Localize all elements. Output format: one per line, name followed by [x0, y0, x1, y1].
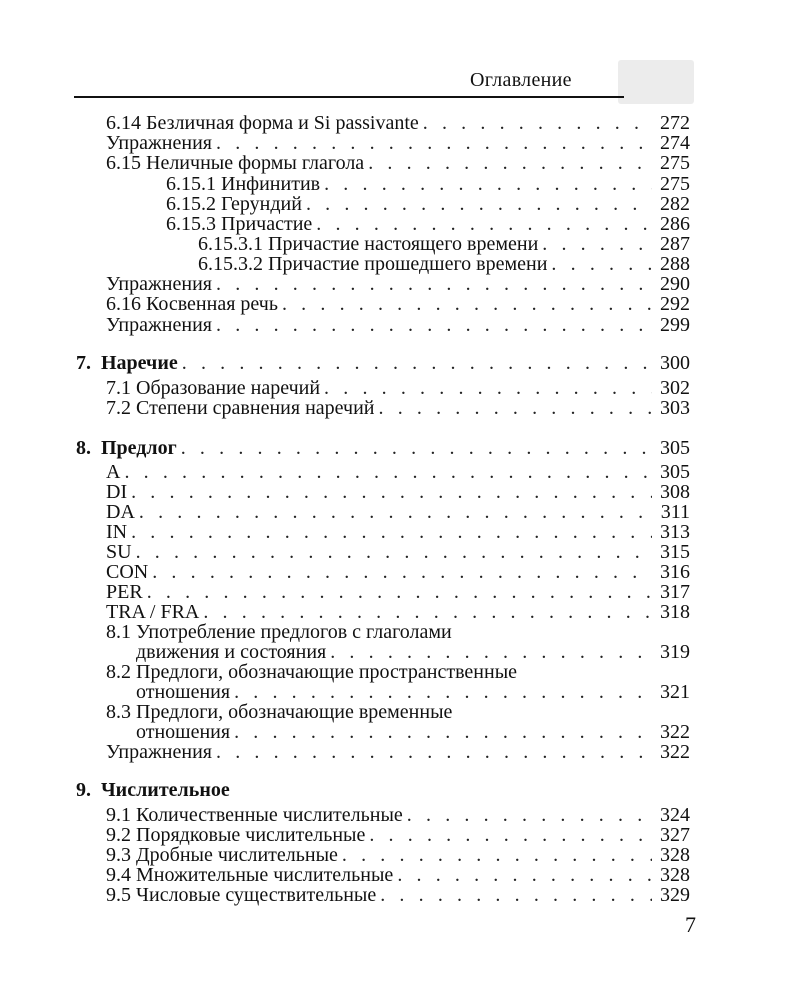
toc-entry — [106, 844, 690, 866]
toc-entry-page: 272 — [660, 112, 690, 134]
toc-entry-page: 299 — [660, 314, 690, 336]
toc-entry-label: 9.1 Количественные числительные — [106, 804, 403, 826]
toc-entry-page: 302 — [660, 377, 690, 399]
toc-entry-label: IN — [106, 521, 128, 543]
toc-entry — [106, 397, 690, 419]
toc-entry — [136, 721, 690, 743]
toc-entry-page: 319 — [660, 641, 690, 663]
toc-entry-page: 288 — [660, 253, 690, 275]
dot-leader — [152, 561, 652, 583]
toc-entry-page: 316 — [660, 561, 690, 583]
toc-entry-page: 318 — [660, 601, 690, 623]
toc-entry — [166, 173, 690, 195]
toc-entry-label: 6.14 Безличная форма и Si passivante — [106, 112, 419, 134]
toc-entry-page: 305 — [660, 461, 690, 483]
toc-entry-page: 290 — [660, 273, 690, 295]
toc-entry-label: 9.2 Порядковые числительные — [106, 824, 366, 846]
toc-entry — [106, 501, 690, 523]
dot-leader — [380, 884, 652, 906]
toc-entry-page: 322 — [660, 721, 690, 743]
toc-entry-page: 287 — [660, 233, 690, 255]
toc-entry-page: 305 — [660, 437, 690, 459]
dot-leader — [368, 152, 652, 174]
toc-entry — [166, 213, 690, 235]
dot-leader — [203, 601, 652, 623]
toc-entry-page: 303 — [660, 397, 690, 419]
toc-entry-page: 308 — [660, 481, 690, 503]
toc-entry — [198, 233, 690, 255]
corner-tab-shape — [618, 60, 694, 104]
toc-entry-page: 282 — [660, 193, 690, 215]
dot-leader — [407, 804, 652, 826]
toc-entry-page: 328 — [660, 864, 690, 886]
toc-entry-label: 6.16 Косвенная речь — [106, 293, 278, 315]
toc-entry — [106, 884, 690, 906]
toc-entry — [166, 193, 690, 215]
dot-leader — [139, 501, 652, 523]
dot-leader — [234, 681, 652, 703]
toc-entry — [106, 461, 690, 483]
toc-entry — [136, 641, 690, 663]
toc-entry-page: 275 — [660, 152, 690, 174]
toc-entry — [106, 804, 690, 826]
toc-entry-label: A — [106, 461, 121, 483]
toc-entry-label: DI — [106, 481, 128, 503]
toc-entry-label: 9.5 Числовые существительные — [106, 884, 377, 906]
toc-entry — [106, 293, 690, 315]
toc-entry-label: 8.1 Употребление предлогов с глаголами — [106, 621, 452, 643]
toc-entry — [106, 621, 690, 643]
toc-entry-label: 6.15.1 Инфинитив — [166, 173, 321, 195]
toc-entry-page: 315 — [660, 541, 690, 563]
toc-entry — [106, 521, 690, 543]
toc-entry-page: 313 — [660, 521, 690, 543]
dot-leader — [342, 844, 652, 866]
toc-entry-page: 286 — [660, 213, 690, 235]
toc-entry — [106, 541, 690, 563]
toc-entry — [76, 779, 690, 801]
toc-entry-label: CON — [106, 561, 149, 583]
toc-entry-label: 9. Числительное — [76, 779, 230, 801]
dot-leader — [551, 253, 652, 275]
dot-leader — [147, 581, 652, 603]
toc-entry-page: 317 — [660, 581, 690, 603]
dot-leader — [216, 314, 652, 336]
toc-entry-page: 329 — [660, 884, 690, 906]
toc-entry — [106, 601, 690, 623]
toc-entry-label: 7. Наречие — [76, 352, 178, 374]
toc-entry-label: Упражнения — [106, 741, 212, 763]
dot-leader — [131, 521, 652, 543]
toc-entry — [106, 741, 690, 763]
dot-leader — [324, 377, 652, 399]
toc-entry-page: 274 — [660, 132, 690, 154]
dot-leader — [306, 193, 652, 215]
dot-leader — [131, 481, 652, 503]
toc-entry-page: 324 — [660, 804, 690, 826]
toc-entry-page: 328 — [660, 844, 690, 866]
toc-entry — [106, 864, 690, 886]
dot-leader — [379, 397, 653, 419]
dot-leader — [216, 132, 652, 154]
toc-entry-label: 6.15.2 Герундий — [166, 193, 302, 215]
toc-entry-label: 9.3 Дробные числительные — [106, 844, 338, 866]
dot-leader — [397, 864, 652, 886]
running-header-title: Оглавление — [470, 69, 572, 91]
header-rule — [74, 96, 624, 98]
dot-leader — [182, 352, 652, 374]
toc-entry — [106, 377, 690, 399]
toc-entry-label: 8. Предлог — [76, 437, 177, 459]
toc-entry — [136, 681, 690, 703]
toc-entry-label: 6.15.3.2 Причастие прошедшего времени — [198, 253, 548, 275]
toc-entry-label: 8.3 Предлоги, обозначающие временные — [106, 701, 453, 723]
toc-entry-label: 6.15.3.1 Причастие настоящего времени — [198, 233, 539, 255]
toc-entry-label: 7.2 Степени сравнения наречий — [106, 397, 375, 419]
toc-entry — [106, 152, 690, 174]
toc-entry — [106, 824, 690, 846]
toc-entry-label: PER — [106, 581, 143, 603]
dot-leader — [181, 437, 652, 459]
toc-entry — [106, 132, 690, 154]
toc-entry-label: SU — [106, 541, 132, 563]
toc-entry-label: 6.15.3 Причастие — [166, 213, 313, 235]
dot-leader — [330, 641, 652, 663]
dot-leader — [136, 541, 652, 563]
toc-entry — [198, 253, 690, 275]
dot-leader — [282, 293, 652, 315]
toc-entry — [106, 481, 690, 503]
toc-entry-label: отношения — [136, 681, 231, 703]
toc-entry-label: отношения — [136, 721, 231, 743]
dot-leader — [542, 233, 652, 255]
toc-entry-page: 275 — [660, 173, 690, 195]
toc-entry — [76, 437, 690, 459]
dot-leader — [316, 213, 652, 235]
dot-leader — [234, 721, 652, 743]
toc-entry-label: Упражнения — [106, 132, 212, 154]
toc-entry-label: 9.4 Множительные числительные — [106, 864, 394, 886]
page-number: 7 — [685, 912, 696, 937]
toc-entry-page: 322 — [660, 741, 690, 763]
toc-entry — [106, 661, 690, 683]
toc-entry-label: TRA / FRA — [106, 601, 200, 623]
toc-entry-page: 300 — [660, 352, 690, 374]
toc-entry-label: 7.1 Образование наречий — [106, 377, 321, 399]
toc-entry-label: DA — [106, 501, 135, 523]
toc-entry-label: Упражнения — [106, 314, 212, 336]
toc-entry-label: движения и состояния — [136, 641, 327, 663]
toc-entry-page: 311 — [660, 501, 690, 523]
toc-entry — [106, 273, 690, 295]
toc-entry-label: 8.2 Предлоги, обозначающие пространственные — [106, 661, 518, 683]
dot-leader — [423, 112, 652, 134]
dot-leader — [369, 824, 652, 846]
toc-entry — [106, 112, 690, 134]
dot-leader — [324, 173, 652, 195]
toc-entry — [106, 314, 690, 336]
toc-entry-page: 292 — [660, 293, 690, 315]
toc-entry-page: 327 — [660, 824, 690, 846]
toc-entry-label: Упражнения — [106, 273, 212, 295]
toc-entry — [106, 581, 690, 603]
toc-entry-label: 6.15 Неличные формы глагола — [106, 152, 365, 174]
dot-leader — [216, 741, 652, 763]
dot-leader — [216, 273, 652, 295]
toc-entry — [106, 561, 690, 583]
toc-entry — [106, 701, 690, 723]
toc-entry — [76, 352, 690, 374]
toc-entry-page: 321 — [660, 681, 690, 703]
dot-leader — [124, 461, 652, 483]
